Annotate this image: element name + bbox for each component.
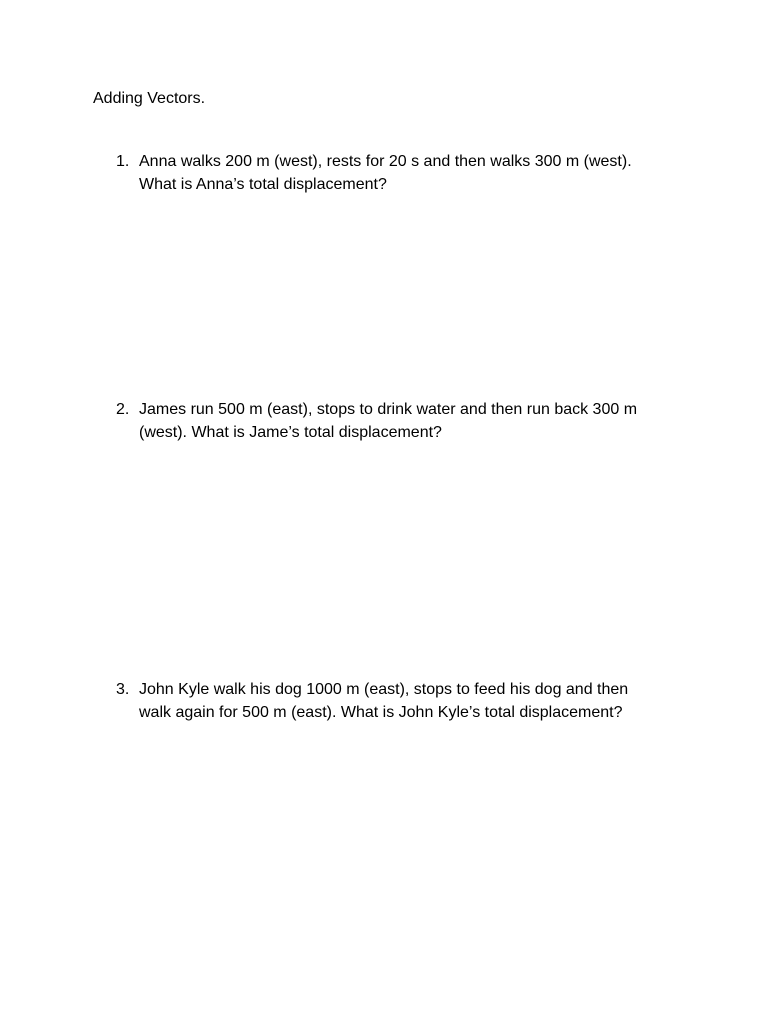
question-text: John Kyle walk his dog 1000 m (east), stops to feed his dog and then walk again for 500 m (east). What is John Kyle’s total displacement? xyxy=(139,681,629,721)
question-text: Anna walks 200 m (west), rests for 20 s and then walks 300 m (west). What is Anna’s total displacement? xyxy=(139,153,632,193)
question-text: James run 500 m (east), stops to drink water and then run back 300 m (west). What is Jame’s total displacement? xyxy=(139,401,638,441)
document-title: Adding Vectors. xyxy=(93,90,206,107)
question-number: 1. xyxy=(116,153,130,170)
question-number: 2. xyxy=(116,401,130,418)
question-number: 3. xyxy=(116,681,130,698)
